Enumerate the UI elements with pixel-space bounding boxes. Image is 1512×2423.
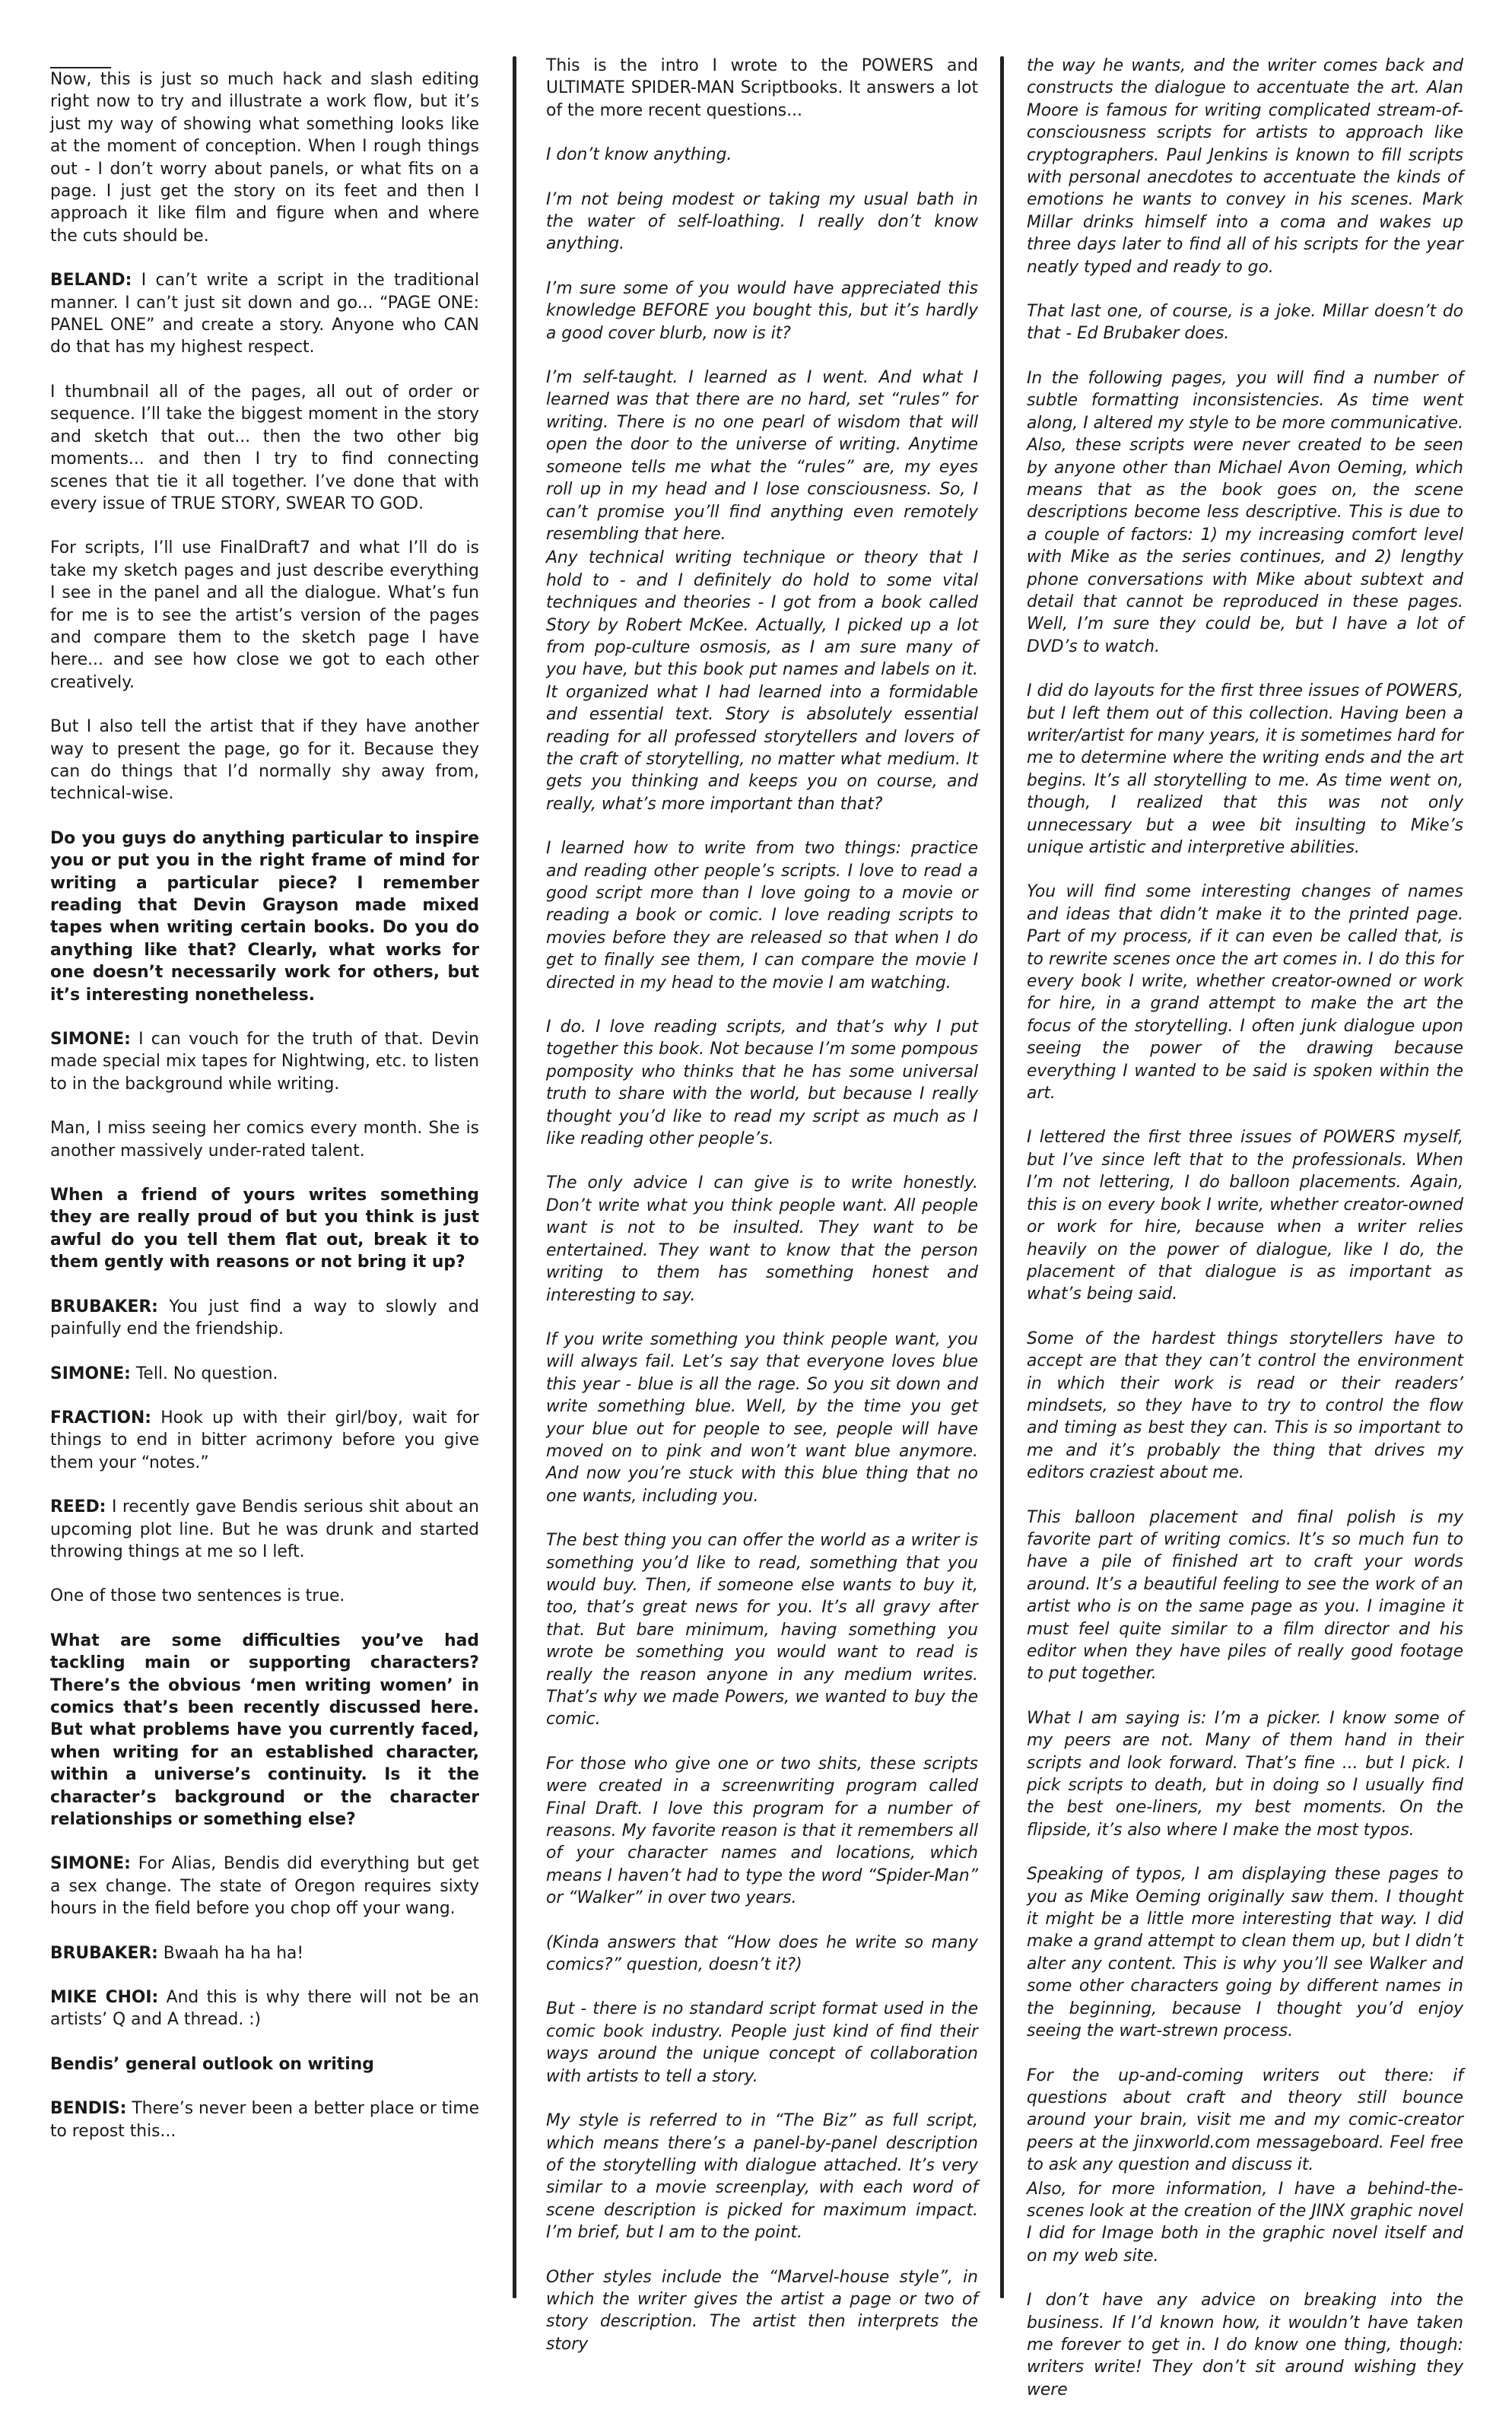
paragraph: For those who give one or two shits, these scripts were created in a screenwriting program called Final Draft. I love this program for a number of reasons. My favorite reason is that it remembers all of your character names and locations, which means I haven’t had to type the word “Spider-Man” or “Walker” in over two years. [546, 1754, 978, 1908]
speech-text: Bwaah ha ha ha! [157, 1943, 304, 1963]
speech-text: There’s never been a better place or time to repost this... [50, 2099, 479, 2141]
middle-column [546, 55, 978, 2377]
paragraph: In the following pages, you will find a number of subtle formatting inconsistencies. As time went along, I altered my style to be more communicative. Also, these scripts were never created to be seen by anyone other than Michael Avon Oeming, which means that as the book goes on, the scene descriptions become less descriptive. This is due to a couple of factors: 1) my increasing comfort level with Mike as the series continues, and 2) lengthy phone conversations with Mike about subtext and detail that cannot be reproduced in these pages. Well, I’m sure they could be, but I have a lot of DVD’s to watch. [1027, 368, 1463, 656]
paragraph: I do. I love reading scripts, and that’s why I put together this book. Not because I’m some pompous pomposity who thinks that he has some universal truth to share with the world, but because I really thought you’d like to read my script as much as I like reading other people’s. [546, 1018, 978, 1149]
paragraph: For scripts, I’ll use FinalDraft7 and what I’ll do is take my sketch pages and just describe everything I see in the panel and all the dialogue. What’s fun for me is to see the artist’s version of the pages and compare them to the sketch page I have here... and see how close we got to each other creatively. [50, 538, 479, 692]
paragraph: Also, for more information, I have a behind-the-scenes look at the creation of the JINX graphic novel I did for Image both in the graphic novel itself and on my web site. [1027, 2179, 1463, 2266]
paragraph: That last one, of course, is a joke. Millar doesn’t do that - Ed Brubaker does. [1027, 302, 1463, 344]
paragraph: If you write something you think people want, you will always fail. Let’s say that everyone loves blue this year - blue is all the rage. So you sit down and write something blue. Well, by the time you get your blue out for people to see, people will have moved on to pink and won’t want blue anymore. And now you’re stuck with this blue thing that no one wants, including you. [546, 1329, 978, 1506]
paragraph [50, 1407, 479, 1474]
speaker-label: REED: [50, 1497, 106, 1517]
paragraph: I did do layouts for the first three issues of POWERS, but I left them out of this collection. Having been a writer/artist for many years, it is sometimes hard for me to determine where the writing ends and the art begins. It’s all storytelling to me. As time went on, though, I realized that this was not only unnecessary but a wee bit insulting to Mike’s unique artistic and interpretive abilities. [1027, 681, 1463, 857]
paragraph: I’m not being modest or taking my usual bath in the water of self-loathing. I really don’t know anything. [546, 189, 978, 254]
speech-text: You just find a way to slowly and painfully end the friendship. [50, 1297, 479, 1339]
paragraph: (Kinda answers that “How does he write so many comics?” question, doesn’t it?) [546, 1932, 978, 1975]
speaker-label: SIMONE: [50, 1364, 131, 1383]
speaker-label: SIMONE: [50, 1854, 131, 1874]
paragraph: Other styles include the “Marvel-house style”, in which the writer gives the artist a page or two of story description. The artist then interprets the story [546, 2267, 978, 2354]
paragraph: I’m self-taught. I learned as I went. And what I learned was that there are no hard, set “rules” for writing. There is no one pearl of wisdom that will open the door to the universe of writing. Anytime someone tells me what the “rules” are, my eyes roll up in my head and I lose consciousness. So, I can’t promise you’ll find anything even remotely resembling that here. [546, 368, 978, 544]
paragraph [50, 1853, 479, 1920]
paragraph [50, 2097, 479, 2142]
paragraph: I’m sure some of you would have appreciated this knowledge BEFORE you bought this, but it’s hardly a good cover blurb, now is it? [546, 278, 978, 343]
paragraph: My style is referred to in “The Biz” as full script, which means there’s a panel-by-panel description of the storytelling with dialogue attached. It’s very similar to a movie screenplay, with each word of scene description is picked for maximum impact. I’m brief, but I am to the point. [546, 2111, 978, 2243]
speech-text: I recently gave Bendis serious shit about an upcoming plot line. But he was drunk and started throwing things at me so I left. [50, 1497, 479, 1561]
paragraph: Any technical writing technique or theory that I hold to - and I definitely do hold to some vital techniques and theories - I got from a book called Story by Robert McKee. Actually, I picked up a lot from pop-culture osmosis, as I am sure many of you have, but this book put names and labels on it. It organized what I had learned into a formidable and essential text. Story is absolutely essential reading for all professed storytellers and lovers of the craft of storytelling, no matter what medium. It gets you thinking and keeps you on course, and really, what’s more important than that? [546, 548, 978, 814]
speech-text: Hook up with their girl/boy, wait for things to end in bitter acrimony before you give them your “notes.” [50, 1408, 479, 1472]
speaker-label: BELAND: [50, 271, 132, 291]
paragraph: the way he wants, and the writer comes back and constructs the dialogue to accentuate the art. Alan Moore is famous for writing complicated stream-of-consciousness scripts for artists to approach like cryptographers. Paul Jenkins is known to fill scripts with personal anecdotes to accentuate the kinds of emotions he wants to convey in his scenes. Mark Millar drinks himself into a coma and wakes up three days later to find all of his scripts for the year neatly typed and ready to go. [1027, 56, 1463, 277]
paragraph: This balloon placement and final polish is my favorite part of writing comics. It’s so much fun to have a pile of finished art to craft your words around. It’s a beautiful feeling to see the work of an artist who is on the same page as you. I imagine it must feel quite similar to a film director and his editor when they have piles of really good footage to put together. [1027, 1507, 1463, 1684]
speaker-label: BENDIS: [50, 2099, 127, 2119]
question: What are some difficulties you’ve had tackling main or supporting characters? There’s the obvious ‘men writing women’ in comics that’s been recently discussed here. But what problems have you currently faced, when writing for an established character, within a universe’s continuity. Is it the character’s background or the character relationships or something else? [50, 1631, 479, 1829]
speech-text: I can vouch for the truth of that. Devin made special mix tapes for Nightwing, etc. to listen to in the background while writing. [50, 1030, 479, 1094]
speaker-label: MIKE CHOI: [50, 1988, 159, 2008]
paragraph [50, 1986, 479, 2031]
right-column [1027, 55, 1463, 2423]
paragraph: What I am saying is: I’m a picker. I know some of my peers are not. Many of them hand in their scripts and look forward. That’s fine ... but I pick. I pick scripts to death, but in doing so I usually find the best one-liners, my best moments. On the flipside, it’s also where I make the most typos. [1027, 1708, 1463, 1840]
paragraph: For the up-and-coming writers out there: if questions about craft and theory still bounce around your brain, visit me and my comic-creator peers at the jinxworld.com messageboard. Feel free to ask any question and discuss it. [1027, 2066, 1463, 2175]
paragraph: But I also tell the artist that if they have another way to present the page, go for it. Because they can do things that I’d normally shy away from, technical-wise. [50, 717, 479, 804]
paragraph: I don’t have any advice on breaking into the business. If I’d known how, it wouldn’t have taken me forever to get in. I do know one thing, though: writers write! They don’t sit around wishing they were [1027, 2291, 1463, 2399]
paragraph: This is the intro I wrote to the POWERS and ULTIMATE SPIDER-MAN Scriptbooks. It answers a lot of the more recent questions... [546, 56, 978, 120]
question: When a friend of yours writes something they are really proud of but you think is just awful do you tell them flat out, break it to them gently with reasons or not bring it up? [50, 1186, 479, 1272]
paragraph: I learned how to write from two things: practice and reading other people’s scripts. I love to read a good script more than I love going to a movie or reading a book or comic. I love reading scripts to movies before they are released so that when I do get to finally see them, I can compare the movie I directed in my head to the movie I am watching. [546, 839, 978, 992]
paragraph [50, 1296, 479, 1341]
paragraph [50, 1942, 479, 1964]
paragraph: But - there is no standard script format used in the comic book industry. People just kind of find their ways around the unique concept of collaboration with artists to tell a story. [546, 1999, 978, 2086]
paragraph: I lettered the first three issues of POWERS myself, but I’ve since left that to the professionals. When I’m not lettering, I do balloon placements. Again, this is on every book I write, whether creator-owned or work for hire, because when a writer relies heavily on the power of dialogue, like I do, the placement of that dialogue is as important as what’s being said. [1027, 1128, 1463, 1304]
paragraph: You will find some interesting changes of names and ideas that didn’t make it to the printed page. Part of my process, if it can even be called that, is to rewrite scenes once the art comes in. I do this for every book I write, whether creator-owned or work for hire, in a grand attempt to make the art the focus of the storytelling. I often junk dialogue upon seeing the power of the drawing because everything I wanted to be said is spoken within the art. [1027, 882, 1463, 1104]
paragraph: I don’t know anything. [546, 145, 732, 165]
question: Do you guys do anything particular to inspire you or put you in the right frame of mind for writing a particular piece? I remember reading that Devin Grayson made mixed tapes when writing certain books. Do you do anything like that? Clearly, what works for one doesn’t necessarily work for others, but it’s interesting nonetheless. [50, 828, 479, 1005]
paragraph: Man, I miss seeing her comics every month. She is another massively under-rated talent. [50, 1119, 479, 1161]
speech-text: Tell. No question. [130, 1364, 278, 1383]
speaker-label: SIMONE: [50, 1030, 131, 1050]
column-divider-left [513, 56, 516, 2298]
paragraph: Speaking of typos, I am displaying these pages to you as Mike Oeming originally saw them. I thought it might be a little more interesting that way. I did make a grand attempt to clean them up, but I didn’t alter any content. This is why you’ll see Walker and some other characters going by different names in the beginning, because I thought you’d enjoy seeing the wart-strewn process. [1027, 1865, 1463, 2041]
column-divider-right [1000, 56, 1004, 2298]
paragraph: Now, this is just so much hack and slash editing right now to try and illustrate a work flow, but it’s just my way of showing what something looks like at the moment of conception. When I rough things out - I don’t worry about panels, or what fits on a page. I just get the story on its feet and then I approach it like film and figure when and where the cuts should be. [50, 70, 479, 246]
paragraph [50, 1363, 479, 1385]
paragraph [50, 269, 479, 359]
speaker-label: FRACTION: [50, 1408, 152, 1427]
paragraph: The best thing you can offer the world as a writer is something you’d like to read, something that you would buy. Then, if someone else wants to buy it, too, that’s great news for you. It’s all gravy after that. But bare minimum, having something you wrote be something you would want to read is really the reason anyone in any medium writes. That’s why we made Powers, we wanted to buy the comic. [546, 1531, 978, 1729]
paragraph [50, 1496, 479, 1563]
left-column [50, 55, 479, 2164]
paragraph: Some of the hardest things storytellers have to accept are that they can’t control the environment in which their work is read or their readers’ mindsets, so they have to try to control the flow and timing as best they can. This is so important to me and it’s probably the thing that drives my editors craziest about me. [1027, 1329, 1463, 1483]
speech-text: I can’t write a script in the traditional manner. I can’t just sit down and go... “PAGE ONE: PANEL ONE” and create a story. Anyone who CAN do that has my highest respect. [50, 271, 479, 357]
paragraph: The only advice I can give is to write honestly. Don’t write what you think people want. All people want is not to be insulted. They want to be entertained. They want to know that the person writing to them has something honest and interesting to say. [546, 1173, 978, 1305]
paragraph [50, 1028, 479, 1095]
paragraph: I thumbnail all of the pages, all out of order or sequence. I’ll take the biggest moment in the story and sketch that out... then the two other big moments... and then I try to find connecting scenes that tie it all together. I’ve done that with every issue of TRUE STORY, SWEAR TO GOD. [50, 382, 479, 513]
speech-text: And this is why there will not be an artists’ Q and A thread. :) [50, 1988, 479, 2030]
section-heading: Bendis’ general outlook on writing [50, 2054, 374, 2074]
paragraph: One of those two sentences is true. [50, 1586, 345, 1606]
speaker-label: BRUBAKER: [50, 1297, 158, 1316]
speech-text: For Alias, Bendis did everything but get a sex change. The state of Oregon requires sixty hours in the field before you chop off your wang. [50, 1854, 479, 1919]
speaker-label: BRUBAKER: [50, 1943, 158, 1963]
